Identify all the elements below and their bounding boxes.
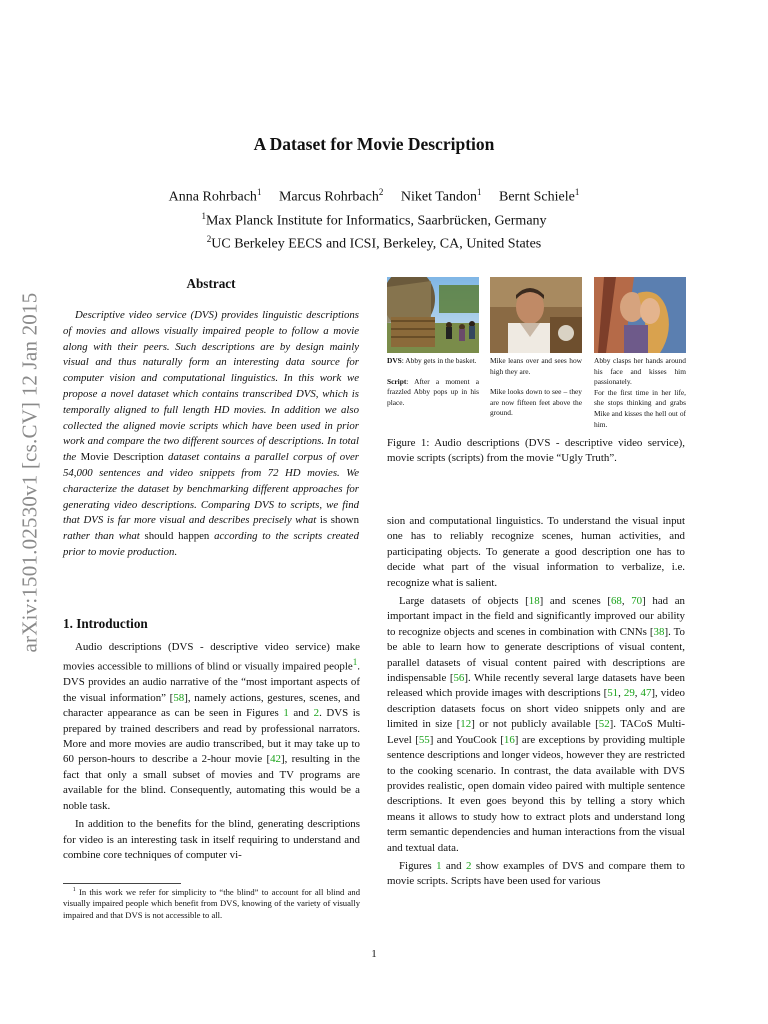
dvs-description: : Abby gets in the basket. bbox=[401, 356, 477, 365]
figure-still-balloon-basket bbox=[387, 277, 479, 353]
affiliation-line bbox=[0, 230, 748, 254]
author-name: Marcus Rohrbach bbox=[278, 189, 379, 205]
paragraph-text: . DVS is prepared by trained describers and read by professional narrators. More and more movies are audio transcribed, but it may take up to 60 person-hours to describe a 2-hour movie [ bbox=[63, 707, 360, 766]
abstract-body bbox=[63, 308, 359, 561]
abstract-text: should happen bbox=[139, 530, 210, 543]
paragraph-text: ] had an important impact in the field and significantly improved our ability to recognize objects and scenes in combination with CNNs [ bbox=[387, 595, 686, 638]
citation-link[interactable]: 47 bbox=[640, 687, 652, 700]
paragraph-text: show examples of DVS and compare them to movie scripts. Scripts have been used for various bbox=[387, 859, 685, 888]
paragraph-text: ]. To be able to learn how to generate descriptions of visual content, parallel datasets of visual content paired with descriptions are indispensable [ bbox=[387, 625, 685, 685]
dvs-label: DVS bbox=[387, 356, 402, 365]
paragraph-text: ] or not publicly available [ bbox=[471, 718, 599, 731]
paragraph-text: ] are exceptions by providing multiple sentence descriptions and longer videos, however they are restricted to the cooking scenario. In contrast, the data available with DVS provides realistic, open domain video paired with multiple sentence descriptions. It even goes beyond this by telling a story which means it allows to study how to extract plots and understand long term semantic dependencies and human interactions from the visual and textual data. bbox=[387, 733, 686, 854]
author-affiliation-mark: 1 bbox=[256, 187, 262, 197]
figure-still-man-looking-down bbox=[490, 277, 582, 353]
abstract-text: shown bbox=[330, 514, 359, 527]
paragraph-text: ] and YouCook [ bbox=[429, 733, 504, 746]
figure-subcaption bbox=[387, 356, 479, 408]
abstract-text: what bbox=[295, 514, 317, 527]
figure-link[interactable]: 1 bbox=[283, 707, 289, 720]
intro-paragraph: sion and computational linguistics. To understand the visual input one has to reliably recognize scenes, human activities, and participating objects. To generate a good description one has to decide what part of the visual information to verbalize, i.e. recognize what is salient. bbox=[387, 515, 685, 589]
paragraph-text: ]. While recently several large datasets have been released which provide images with descriptions [ bbox=[387, 672, 686, 700]
affiliation-line bbox=[0, 207, 748, 231]
citation-link[interactable]: 58 bbox=[173, 691, 185, 704]
citation-link[interactable]: 51 bbox=[607, 687, 619, 700]
intro-paragraph bbox=[387, 859, 685, 890]
author-name: Anna Rohrbach bbox=[168, 189, 257, 205]
citation-link[interactable]: 42 bbox=[270, 753, 281, 766]
citation-link[interactable]: 70 bbox=[631, 595, 643, 608]
dataset-name: Movie Description bbox=[80, 451, 164, 464]
citation-link[interactable]: 52 bbox=[598, 718, 610, 731]
paragraph-text: and bbox=[288, 707, 314, 720]
figure-link[interactable]: 2 bbox=[466, 859, 472, 872]
paragraph-text: . DVS provides an audio narrative of the “most important aspects of the visual information” [ bbox=[63, 661, 360, 704]
affiliation-text: Max Planck Institute for Informatics, Saarbrücken, Germany bbox=[205, 213, 547, 229]
author-affiliation-mark: 1 bbox=[477, 187, 482, 197]
author-block bbox=[0, 183, 748, 254]
affiliation-text: UC Berkeley EECS and ICSI, Berkeley, CA, United States bbox=[211, 236, 542, 252]
script-description: Mike looks down to see – they are now fifteen feet above the ground. bbox=[490, 387, 582, 418]
citation-link[interactable]: 55 bbox=[418, 733, 430, 746]
arxiv-identifier: arXiv:1501.02530v1 [cs.CV] 12 Jan 2015 bbox=[17, 292, 42, 653]
author-affiliation-mark: 2 bbox=[378, 187, 384, 197]
figure-link[interactable]: 1 bbox=[436, 859, 442, 872]
footnote-number: 1 bbox=[72, 887, 76, 893]
script-text bbox=[387, 377, 479, 409]
figure-link[interactable]: 2 bbox=[313, 707, 320, 720]
footnote-text: In this work we refer for simplicity to “the blind” to account for all blind and visually impaired people which benefit from DVS, knowing of the variety of visually impaired and that DVS is not accessible to all. bbox=[63, 886, 360, 921]
dvs-text bbox=[387, 356, 479, 367]
figure-caption: Figure 1: Audio descriptions (DVS - descriptive video service), movie scripts (scripts) from the movie “Ugly Truth”. bbox=[387, 437, 685, 465]
dvs-description: Mike leans over and sees how high they are. bbox=[490, 356, 582, 376]
citation-link[interactable]: 18 bbox=[528, 595, 540, 608]
affiliation-number: 2 bbox=[206, 234, 212, 245]
abstract-text: Descriptive video service (DVS) provides linguistic descriptions of movies and allows visually impaired people to follow a movie along with their peers. Such descriptions are by design mainly visual and thus naturally form an interesting data source for computer vision and computational linguistics. In this work we propose a novel dataset which contains transcribed DVS, which is temporally aligned to full length HD movies. In addition we also collected the aligned movie scripts which have been used in prior work and compare the two different sources of descriptions. In total the bbox=[63, 309, 359, 464]
paragraph-text: ]. TACoS Multi-Level [ bbox=[387, 718, 685, 746]
footnote-link[interactable]: 1 bbox=[352, 657, 358, 668]
intro-paragraph bbox=[63, 640, 360, 814]
page-number: 1 bbox=[371, 948, 377, 960]
intro-paragraph: Large datasets of objects [18] and scenes [68, 70] had an important impact in the field and significantly improved our ability to recognize objects and scenes in combination with CNNs [38]. To be able to learn how to generate descriptions of visual content, parallel datasets of visual content paired with descriptions are indispensable [56]. While recently several large datasets have been released which provide images with descriptions [51, 29, 47], video description datasets focus on short video snippets only and are limited in size [12] or not publicly available [52]. TACoS Multi-Level [55] and YouCook [16] are exceptions by providing multiple sentence descriptions and longer videos, however they are restricted to the cooking scenario. In contrast, the data available with DVS provides realistic, open domain video paired with multiple sentence descriptions. It even goes beyond this by telling a story which means it allows to study how to extract plots and understand long term semantic dependencies and human interactions from the visual and textual data. bbox=[387, 595, 686, 854]
author-name: Niket Tandon bbox=[400, 189, 477, 205]
intro-right-column bbox=[387, 514, 685, 893]
abstract-text: rather than bbox=[63, 530, 119, 543]
abstract-text: is bbox=[316, 514, 331, 527]
script-label: Script bbox=[387, 376, 407, 386]
footnote-rule bbox=[63, 883, 181, 884]
paragraph-text: Figures bbox=[399, 859, 437, 872]
figure-still-couple-kiss bbox=[594, 277, 686, 353]
paragraph-text: ] and scenes [ bbox=[539, 595, 611, 608]
figure-subcaption bbox=[490, 356, 582, 419]
abstract-heading: Abstract bbox=[186, 276, 236, 291]
paragraph-text: ], namely actions, gestures, scenes, and character appearance as can be seen in Figures bbox=[63, 691, 360, 720]
footnote bbox=[63, 885, 360, 922]
paragraph-text: and bbox=[441, 859, 467, 872]
affiliation-number: 1 bbox=[201, 210, 206, 221]
script-description: For the first time in her life, she stops thinking and grabs Mike and kisses the hell out of him. bbox=[594, 387, 686, 429]
citation-link[interactable]: 29 bbox=[623, 687, 635, 700]
citation-link[interactable]: 68 bbox=[610, 595, 622, 608]
citation-link[interactable]: 38 bbox=[653, 625, 665, 638]
script-description: : After a moment a frazzled Abby pops up in his place. bbox=[387, 376, 479, 407]
paragraph-text: ], resulting in the fact that only a small subset of movies and TV programs are available for the blind. Consequently, automating this would be a noble task. bbox=[63, 753, 360, 812]
intro-paragraph: In addition to the benefits for the blind, generating descriptions for video is an interesting task in itself requiring to understand and combine core techniques of computer vi- bbox=[63, 818, 360, 861]
author-affiliation-mark: 1 bbox=[574, 187, 580, 197]
paragraph-text: Large datasets of objects [ bbox=[399, 595, 529, 608]
paragraph-text: Audio descriptions (DVS - descriptive video service) make movies accessible to millions of blind or visually impaired people bbox=[63, 641, 360, 674]
author-name: Bernt Schiele bbox=[499, 189, 575, 205]
abstract-text: according to the scripts created prior to movie production. bbox=[63, 530, 360, 558]
abstract-text: dataset contains a parallel corpus of over 54,000 sentences and video snippets from 72 HD movies. We characterize the dataset by benchmarking different approaches for generating video descriptions. Comparing DVS to scripts, we find that DVS is far more visual and describes precisely bbox=[63, 451, 359, 527]
author-list bbox=[0, 183, 748, 207]
section-heading-introduction: 1. Introduction bbox=[63, 616, 148, 631]
figure-subcaption bbox=[594, 356, 686, 430]
abstract-text: what bbox=[118, 530, 140, 543]
paper-title: A Dataset for Movie Description bbox=[253, 134, 495, 154]
citation-link[interactable]: 12 bbox=[460, 718, 472, 731]
citation-link[interactable]: 56 bbox=[453, 672, 465, 685]
paragraph-text: ], video description datasets focus on short video snippets only and are limited in size [ bbox=[387, 687, 685, 731]
dvs-description: Abby clasps her hands around his face and kisses him passionately. bbox=[594, 356, 686, 387]
citation-link[interactable]: 16 bbox=[503, 733, 515, 746]
abstract-paragraph bbox=[63, 308, 359, 561]
intro-left-column bbox=[63, 640, 360, 866]
